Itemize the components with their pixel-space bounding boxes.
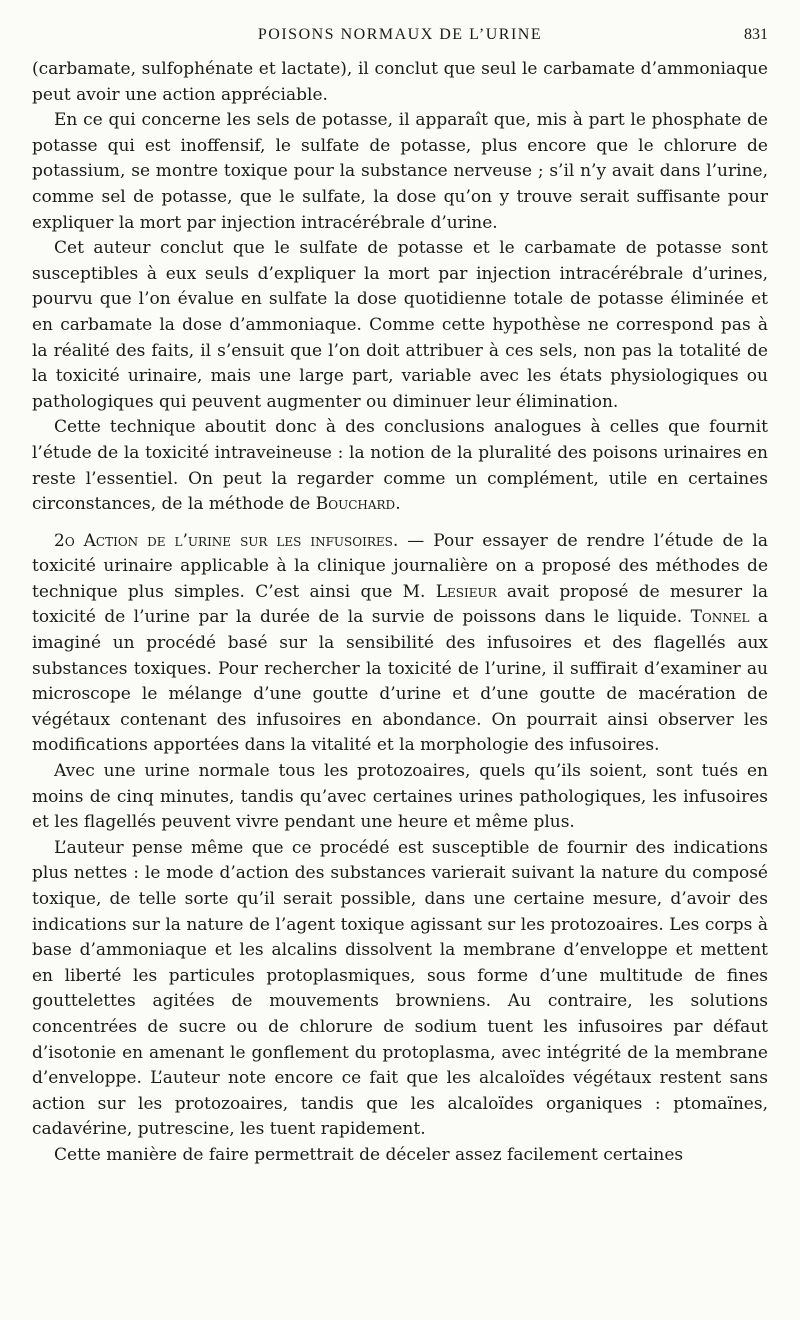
- page-number: 831: [744, 26, 768, 43]
- paragraph-text: avait proposé de mesurer la toxicité de l’urine par la durée de la survie de poissons dans le liquide.: [32, 581, 768, 628]
- running-header: [32, 22, 768, 48]
- paragraph-text: Cette technique aboutit donc à des conclusions analogues à celles que fournit l’étude de la toxicité intraveineuse : la notion de la pluralité des poisons urinaires en reste l’essentiel. On peut la regarder comme un complément, utile en certaines circonstances, de la méthode de: [32, 417, 768, 515]
- paragraph-detection: Cette manière de faire permettrait de déceler assez facilement certaines: [54, 1144, 684, 1165]
- paragraph-text: a imaginé un procédé basé sur la sensibilité des infusoires et des flagellés aux substances toxiques. Pour rechercher la toxicité de l’urine, il suffirait d’examiner au microscope le mélange d’une goutte d’urine et d’une goutte de macération de végétaux contenant des infusoires en abondance. On pourrait ainsi observer les modifications apportées dans la vitalité et la morphologie des infusoires.: [32, 607, 769, 756]
- paragraph-author-conclusion: Cet auteur conclut que le sulfate de potasse et le carbamate de potasse sont susceptibles à eux seuls d’expliquer la mort par injection intracérébrale d’urines, pourvu que l’on évalue en sulfate la dose quotidienne totale de potasse éliminée et en carbamate la dose d’ammoniaque. Comme cette hypothèse ne correspond pas à la réalité des faits, il s’ensuit que l’on doit attribuer à ces sels, non pas la totalité de la toxicité urinaire, mais une large part, variable avec les états physiologiques ou pathologiques qui peuvent augmenter ou diminuer leur élimination.: [32, 238, 768, 412]
- running-title: POISONS NORMAUX DE L’URINE: [257, 26, 543, 43]
- author-name-bouchard: Bouchard: [315, 494, 396, 515]
- author-name-lesieur: Lesieur: [435, 581, 497, 602]
- paragraph-infusoria-section: [32, 529, 768, 759]
- author-name-tonnel: Tonnel: [690, 607, 750, 628]
- paragraph-mode-of-action: L’auteur pense même que ce procédé est susceptible de fournir des indications plus nettes : le mode d’action des substances varierait suivant la nature du composé toxique, de telle sorte qu’il serait possible, dans une certaine mesure, d’avoir des indications sur la nature de l’agent toxique agissant sur les protozoaires. Les corps à base d’ammoniaque et les alcalins dissolvent la membrane d’enveloppe et mettent en liberté les particules protoplasmiques, sous forme d’une multitude de fines gouttelettes agitées de mouvements browniens. Au contraire, les solutions concentrées de sucre ou de chlorure de sodium tuent les infusoires par défaut d’isotonie en amenant le gonflement du protoplasma, avec intégrité de la membrane d’enveloppe. L’auteur note encore ce fait que les alcaloïdes végétaux restent sans action sur les protozoaires, tandis que les alcaloïdes organiques : ptomaïnes, cadavérine, putrescine, les tuent rapidement.: [32, 837, 768, 1140]
- paragraph-carbamate-conclusion: (carbamate, sulfophénate et lactate), il conclut que seul le carbamate d’ammoniaque peut avoir une action appréciable.: [32, 59, 768, 105]
- paragraph-potassium-salts: En ce qui concerne les sels de potasse, il apparaît que, mis à part le phosphate de potasse qui est inoffensif, le sulfate de potasse, plus encore que le chlorure de potassium, se montre toxique pour la substance nerveuse ; s’il n’y avait dans l’urine, comme sel de potasse, que le sulfate, la dose qu’on y trouve serait suffisante pour expliquer la mort par injection intracérébrale d’urine.: [32, 110, 768, 233]
- paragraph-normal-urine: Avec une urine normale tous les protozoaires, quels qu’ils soient, sont tués en moins de cinq minutes, tandis qu’avec certaines urines pathologiques, les infusoires et les flagellés peuvent vivre pendant une heure et même plus.: [32, 761, 768, 833]
- paragraph-technique-summary: [32, 415, 768, 517]
- body-text: [32, 57, 768, 1169]
- paragraph-text: — Pour essayer de rendre l’étude de la toxicité urinaire applicable à la clinique journalière on a proposé des méthodes de technique plus simples. C’est ainsi que M.: [32, 530, 768, 602]
- section-heading: 2o Action de l’urine sur les infusoires.: [54, 530, 399, 551]
- paragraph-end: .: [395, 494, 401, 515]
